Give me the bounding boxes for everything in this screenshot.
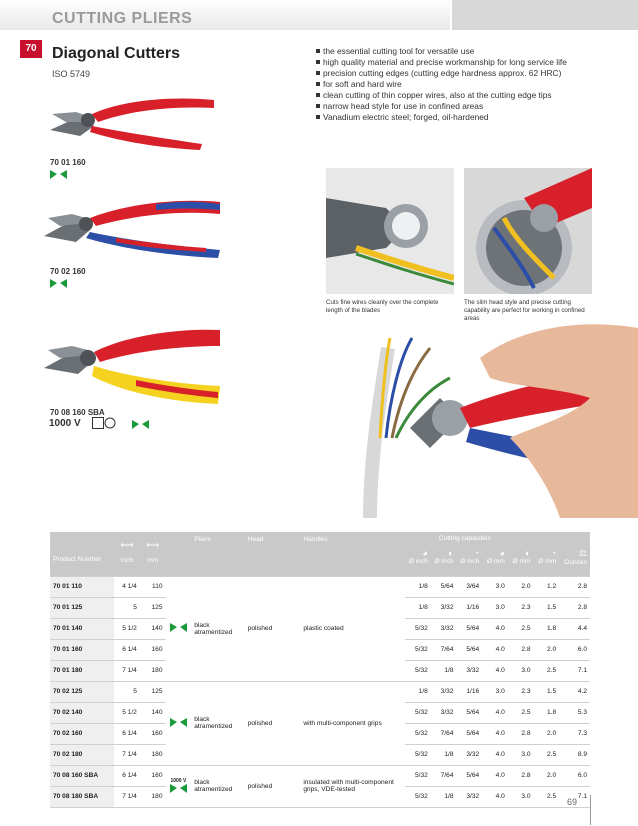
cell: 6.0 [559, 765, 590, 786]
cell: 6 1/4 [114, 723, 140, 744]
scale-icon: ⚖ [578, 548, 587, 558]
cell: 125 [140, 597, 166, 618]
length-arrow-icon: ⟷ [120, 540, 134, 550]
header-label: Head [247, 536, 264, 543]
cell: 3.0 [482, 681, 508, 702]
col-ounces [559, 532, 590, 576]
cell: 140 [140, 702, 166, 723]
hard-wire-icon: ◔ [550, 548, 557, 558]
cell: 4.0 [482, 723, 508, 744]
photo-junction-box [464, 168, 592, 294]
cell: 5/64 [457, 639, 483, 660]
cell: 1.8 [534, 702, 560, 723]
cell: 5/64 [457, 723, 483, 744]
cell-grip [166, 576, 192, 681]
vde-icon [92, 417, 116, 429]
cutting-capacities-label: Cutting capacities [438, 535, 491, 542]
feature-item: clean cutting of thin copper wires, also at the cutting edge tips [316, 90, 616, 101]
feature-list [316, 46, 616, 123]
cell: 5 1/2 [114, 618, 140, 639]
cell: 3/32 [431, 597, 457, 618]
cell: 5 [114, 681, 140, 702]
header-label: Ø mm [486, 558, 505, 565]
cell: 3.0 [482, 576, 508, 597]
cell: 3/32 [457, 786, 483, 807]
feature-item: precision cutting edges (cutting edge hardness approx. 62 HRC) [316, 68, 616, 79]
table-row [50, 681, 590, 702]
cell: 5/32 [405, 786, 431, 807]
cell: 7.1 [559, 660, 590, 681]
col-d-inch-soft [405, 532, 491, 576]
voltage-label: 1000 V [49, 418, 81, 429]
grip-icon [50, 170, 67, 179]
header-label: Handles [303, 536, 328, 543]
table-header-row [50, 532, 590, 576]
cell-handles: plastic coated [300, 576, 405, 681]
cell: 6 1/4 [114, 639, 140, 660]
cell: 7.3 [559, 723, 590, 744]
medium-wire-icon: ◐ [525, 548, 531, 558]
cell: 180 [140, 744, 166, 765]
feature-item: for soft and hard wire [316, 79, 616, 90]
cell: 2.5 [534, 660, 560, 681]
cell: 1/8 [431, 660, 457, 681]
cell: 180 [140, 660, 166, 681]
cell-product: 70 08 180 SBA [50, 786, 114, 807]
cell: 4.0 [482, 786, 508, 807]
cell: 5.3 [559, 702, 590, 723]
feature-item: narrow head style for use in confined areas [316, 101, 616, 112]
col-product-number [50, 532, 114, 576]
cell-head: polished [245, 681, 301, 765]
cell: 2.8 [508, 723, 534, 744]
hard-wire-icon: ◔ [473, 548, 480, 558]
cell: 1/16 [457, 681, 483, 702]
cell: 1.5 [534, 597, 560, 618]
cell-product: 70 01 180 [50, 660, 114, 681]
cell: 3/64 [457, 576, 483, 597]
photo-cutting-wire [326, 168, 454, 294]
cell: 4 1/4 [114, 576, 140, 597]
cell: 4.0 [482, 618, 508, 639]
cell: 4.0 [482, 639, 508, 660]
cell: 7/64 [431, 765, 457, 786]
col-d-mm-hard [534, 532, 560, 576]
photo-caption: Cuts fine wires cleanly over the complete length of the blades [326, 299, 439, 314]
cell: 7 1/4 [114, 660, 140, 681]
cell: 3.0 [508, 660, 534, 681]
table-row [50, 765, 590, 786]
cell: 3.0 [482, 597, 508, 618]
cell-product: 70 02 140 [50, 702, 114, 723]
product-title: Diagonal Cutters [52, 45, 181, 62]
col-inch [114, 532, 140, 576]
cell-product: 70 01 160 [50, 639, 114, 660]
cell: 5 [114, 597, 140, 618]
cell: 2.0 [508, 576, 534, 597]
cell: 2.5 [534, 744, 560, 765]
cell: 160 [140, 723, 166, 744]
cell: 2.5 [534, 786, 560, 807]
header-label: mm [147, 557, 159, 564]
cell: 1/16 [457, 597, 483, 618]
tool-code: 70 02 160 [50, 267, 86, 276]
vde-voltage-icon: 1000 V [170, 777, 187, 784]
header-label: Ø mm [538, 558, 557, 565]
cell-product: 70 02 160 [50, 723, 114, 744]
header-label: Ounces [564, 559, 587, 566]
soft-wire-icon: ◕ [499, 548, 505, 558]
cell: 1/8 [405, 597, 431, 618]
cell: 7 1/4 [114, 786, 140, 807]
cell: 2.0 [534, 765, 560, 786]
chapter-tab: 70 [20, 40, 42, 58]
cell: 2.3 [508, 597, 534, 618]
cell: 5/32 [405, 618, 431, 639]
cell: 5/64 [431, 576, 457, 597]
spec-table [50, 532, 590, 808]
cell-head: polished [245, 576, 301, 681]
cell-product: 70 02 180 [50, 744, 114, 765]
cell: 1/8 [431, 744, 457, 765]
header-label: Ø inch [434, 558, 454, 565]
cell: 140 [140, 618, 166, 639]
cell: 5/64 [457, 618, 483, 639]
header-label: Product Number [53, 556, 102, 563]
cell: 5 1/2 [114, 702, 140, 723]
cell: 3/32 [431, 618, 457, 639]
cell: 5/32 [405, 702, 431, 723]
header-label: Pliers [194, 536, 211, 543]
header-box [452, 0, 638, 30]
page-divider [590, 795, 591, 825]
cell-product: 70 01 110 [50, 576, 114, 597]
photo-caption: The slim head style and precise cutting capability are perfect for working in confined areas [464, 299, 585, 322]
cell-head: polished [245, 765, 301, 807]
photo-hand-cutting-cable [330, 318, 638, 518]
col-mm [140, 532, 166, 576]
soft-wire-icon: ◕ [422, 548, 428, 558]
grip-icon [132, 420, 149, 429]
cell-pliers: black atramentized [191, 576, 244, 681]
cell: 2.8 [559, 597, 590, 618]
medium-wire-icon: ◐ [448, 548, 454, 558]
cell: 160 [140, 765, 166, 786]
col-pliers [191, 532, 244, 576]
grip-icon [170, 623, 187, 632]
cell: 1/8 [431, 786, 457, 807]
col-grip [166, 532, 192, 576]
cell: 3/32 [457, 660, 483, 681]
cell: 3/32 [457, 744, 483, 765]
cell: 4.0 [482, 702, 508, 723]
col-head [245, 532, 301, 576]
plier-image-70-01-160 [42, 92, 222, 152]
cell: 4.2 [559, 681, 590, 702]
plier-image-70-02-160 [36, 190, 226, 260]
page-number: 69 [567, 797, 578, 807]
cell: 1.5 [534, 681, 560, 702]
feature-item: high quality material and precise workmanship for long service life [316, 57, 616, 68]
cell: 1.8 [534, 618, 560, 639]
cell: 6 1/4 [114, 765, 140, 786]
cell: 4.0 [482, 765, 508, 786]
cell-pliers: black atramentized [191, 765, 244, 807]
header-label: Ø mm [512, 558, 531, 565]
cell: 1/8 [405, 576, 431, 597]
cell: 3/32 [431, 702, 457, 723]
cell: 4.0 [482, 744, 508, 765]
cell: 5/32 [405, 639, 431, 660]
cell-product: 70 01 125 [50, 597, 114, 618]
cell: 3.0 [508, 786, 534, 807]
grip-icon [170, 784, 187, 793]
standard-label: ISO 5749 [52, 69, 91, 79]
cell: 2.5 [508, 702, 534, 723]
table-row [50, 576, 590, 597]
tool-code: 70 08 160 SBA [50, 408, 105, 417]
cell-grip [166, 681, 192, 765]
cell: 1/8 [405, 681, 431, 702]
cell: 5/64 [457, 702, 483, 723]
cell-grip [166, 765, 192, 807]
cell: 7.1 [559, 786, 590, 807]
cell: 125 [140, 681, 166, 702]
cell: 5/32 [405, 723, 431, 744]
cell: 5/64 [457, 765, 483, 786]
cell: 3/32 [431, 681, 457, 702]
cell-pliers: black atramentized [191, 681, 244, 765]
header-label: Ø inch [460, 558, 480, 565]
col-d-mm-med [508, 532, 534, 576]
cell: 180 [140, 786, 166, 807]
cell: 5/32 [405, 660, 431, 681]
grip-icon [170, 718, 187, 727]
cell: 8.9 [559, 744, 590, 765]
cell: 5/32 [405, 765, 431, 786]
cell-product: 70 08 160 SBA [50, 765, 114, 786]
cell: 7/64 [431, 723, 457, 744]
cell: 4.4 [559, 618, 590, 639]
cell: 2.3 [508, 681, 534, 702]
cell: 110 [140, 576, 166, 597]
cell: 2.0 [534, 723, 560, 744]
header-label: inch [120, 557, 134, 564]
grip-icon [50, 279, 67, 288]
cell: 2.8 [559, 576, 590, 597]
plier-image-70-08-160-sba [36, 318, 226, 408]
cell: 2.0 [534, 639, 560, 660]
cell: 3.0 [508, 744, 534, 765]
cell: 2.8 [508, 765, 534, 786]
cell: 7/64 [431, 639, 457, 660]
feature-item: Vanadium electric steel; forged, oil-hardened [316, 112, 616, 123]
length-arrow-icon: ⟷ [146, 540, 160, 550]
tool-code: 70 01 160 [50, 158, 86, 167]
cell: 7 1/4 [114, 744, 140, 765]
cell: 1.2 [534, 576, 560, 597]
cell: 4.0 [482, 660, 508, 681]
feature-item: the essential cutting tool for versatile use [316, 46, 616, 57]
cell: 160 [140, 639, 166, 660]
header-label: Ø inch [408, 558, 428, 565]
cell: 6.0 [559, 639, 590, 660]
cell-product: 70 01 140 [50, 618, 114, 639]
cell-product: 70 02 125 [50, 681, 114, 702]
cell: 2.8 [508, 639, 534, 660]
col-handles [300, 532, 405, 576]
cell: 5/32 [405, 744, 431, 765]
cell-handles: with multi-component grips [300, 681, 405, 765]
cell-handles: insulated with multi-component grips, VDE-tested [300, 765, 405, 807]
cell: 2.5 [508, 618, 534, 639]
section-title: CUTTING PLIERS [52, 10, 193, 27]
